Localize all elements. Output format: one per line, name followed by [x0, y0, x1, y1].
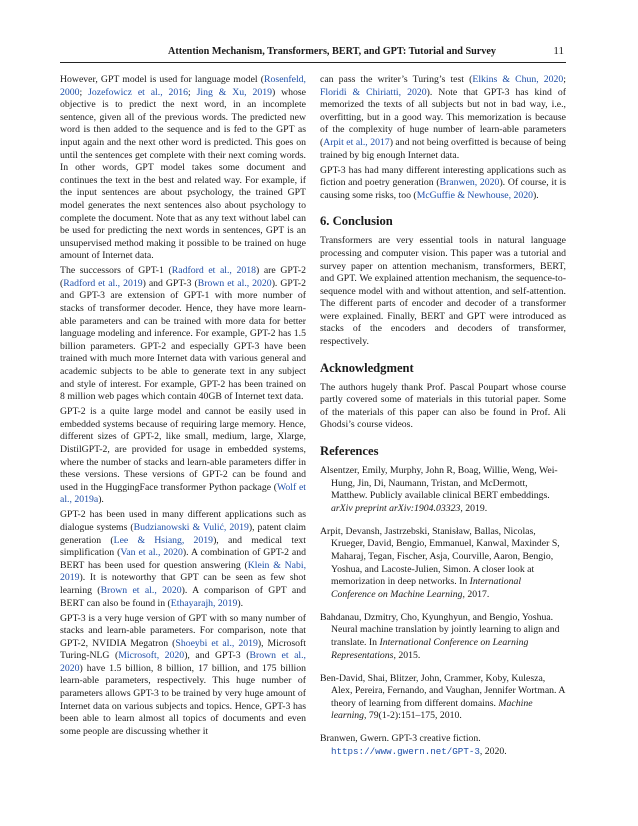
paragraph-gpt-successors: The successors of GPT-1 (Radford et al., 2018) are GPT-2 (Radford et al., 2019) and GPT-3 (Brown et al., 2020). GPT-2 and GPT-3 are extension of GPT-1 with more number of stacks of transformer decoder. Hence, they have more learn-able parameters and can be trained with more data for better language modeling and inference. For example, GPT-2 has 1.5 billion parameters. GPT-2 and especially GPT-3 have been trained with much more Internet data with various general and academic subjects to be able to generate text in any subject and style of interest. For example, GPT-2 has been trained on 8 million web pages which contain 40GB of Internet text data. — [60, 265, 306, 403]
citation-link[interactable]: Budzianowski & Vulić, 2019 — [133, 521, 249, 533]
page-number: 11 — [553, 45, 564, 57]
paragraph-gpt2-applications: GPT-2 has been used in many different applications such as dialogue systems (Budzianowski & Vulić, 2019), patent claim generation (Lee & Hsiang, 2019), and medical text simplification (Van et al., 2020). A combination of GPT-2 and BERT has been used for question answering (Klein & Nabi, 2019). It is noteworthy that GPT can be seen as few shot learning (Brown et al., 2020). A comparison of GPT and BERT can also be found in (Ethayarajh, 2019). — [60, 509, 307, 609]
citation-link[interactable]: Radford et al., 2019 — [63, 277, 143, 289]
citation-link[interactable]: Jing & Xu, 2019 — [196, 86, 272, 98]
citation-link[interactable]: McGuffie & Newhouse, 2020 — [416, 189, 533, 201]
citation-link[interactable]: Brown et al., 2020 — [60, 650, 306, 674]
citation-link[interactable]: Ethayarajh, 2019 — [170, 597, 238, 609]
conclusion-heading: 6. Conclusion — [320, 214, 393, 229]
citation-link[interactable]: Klein & Nabi, 2019 — [60, 559, 307, 584]
citation-link[interactable]: Lee & Hsiang, 2019 — [113, 534, 214, 546]
reference-entry: Alsentzer, Emily, Murphy, John R, Boag, Willie, Weng, Wei-Hung, Jin, Di, Naumann, Tristan, and McDermott, Matthew. Publicly available clinical BERT embeddings. arXiv preprint arXiv:1904.03323, 2019. — [320, 465, 558, 514]
reference-entry: Arpit, Devansh, Jastrzebski, Stanisław, Ballas, Nicolas, Krueger, David, Bengio, Emmanuel, Kanwal, Maxinder S, Maharaj, Tegan, Fischer, Asja, Courville, Aaron, Bengio, Yoshua, and Lacoste-Julien, Simon. A closer look at memorization in deep networks. In International Conference on Machine Learning, 2017. — [320, 525, 560, 600]
reference-entry: Ben-David, Shai, Blitzer, John, Crammer, Koby, Kulesza, Alex, Pereira, Fernando, and Vaughan, Jennifer Wortman. A theory of learning from different domains. Machine learning, 79(1-2):151–175, 2010. — [320, 672, 565, 722]
left-column — [60, 74, 306, 741]
paragraph-gpt3-size: GPT-3 is a very huge version of GPT with so many number of stacks and learn-able parameters. For comparison, note that GPT-2, NVIDIA Megatron (Shoeybi et al., 2019), Microsoft Turing-NLG (Microsoft, 2020), and GPT-3 (Brown et al., 2020) have 1.5 billion, 8 billion, 17 billion, and 175 billion learn-able parameters, respectively. This huge number of parameters allows GPT-3 to be trained by very huge amount of Internet data on various subjects and topics. Hence, GPT-3 has been able to learn almost all topics of documents and even some people are discussing whether it — [60, 612, 306, 737]
citation-link[interactable]: Microsoft, 2020 — [118, 650, 185, 662]
citation-link[interactable]: Branwen, 2020 — [439, 177, 500, 189]
paragraph-gpt3-applications: GPT-3 has had many different interesting applications such as fiction and poetry generation (Branwen, 2020). Of course, it is causing some risks, too (McGuffie & Newhouse, 2020). — [320, 164, 566, 201]
reference-entry: Branwen, Gwern. GPT-3 creative fiction. https://www.gwern.net/GPT-3, 2020. — [320, 733, 507, 757]
citation-link[interactable]: Rosenfeld, 2000 — [60, 74, 306, 98]
paragraph-gpt2-sizes: GPT-2 is a quite large model and cannot be easily used in embedded systems because of requiring large memory. Hence, different sizes of GPT-2, like small, medium, large, Xlarge, DistilGPT-2, are provided for usage in embedded systems, where the number of stacks and learn-able parameters differ in these versions. These versions of GPT-2 can be found and used in the HuggingFace transformer Python package (Wolf et al., 2019a). — [60, 406, 306, 506]
citation-link[interactable]: Radford et al., 2018 — [171, 265, 256, 277]
citation-link[interactable]: Shoeybi et al., 2019 — [175, 637, 258, 649]
citation-link[interactable]: Elkins & Chun, 2020 — [472, 74, 564, 85]
reference-url-link[interactable]: https://www.gwern.net/GPT-3 — [331, 745, 480, 757]
acknowledgment-heading: Acknowledgment — [320, 360, 414, 375]
conclusion-paragraph: Transformers are very essential tools in natural language processing and computer vision. This paper was a tutorial and survey paper on attention mechanism, transformers, BERT, and GPT. We explained attention mechanism, the sequence-to-sequence model with and without attention, and self-attention. The different parts of encoder and decoder of a transformer were explained. Finally, BERT and GPT were introduced as stacks of the encoders and decoders of transformer, respectively. — [320, 235, 566, 348]
running-title: Attention Mechanism, Transformers, BERT, and GPT: Tutorial and Survey — [168, 46, 497, 57]
paragraph-gpt3-turing: can pass the writer’s Turing’s test (Elkins & Chun, 2020; Floridi & Chiriatti, 2020). Note that GPT-3 has kind of memorized the texts of all subjects but not in bad way, i.e., overfitting, but in a good way. This memorization is because of the complexity of huge number of learn-able parameters (Arpit et al., 2017) and not being overfitted is because of being trained by big enough Internet data. — [320, 74, 566, 161]
citation-link[interactable]: Wolf et al., 2019a — [60, 481, 306, 506]
citation-link[interactable]: Brown et al., 2020 — [197, 277, 272, 289]
acknowledgment-paragraph: The authors hugely thank Prof. Pascal Poupart whose course partly covered some of materials in this tutorial paper. Some of the materials of this paper can also be found in Prof. Ali Ghodsi’s course videos. — [320, 381, 566, 431]
citation-link[interactable]: Van et al., 2020 — [120, 547, 183, 559]
citation-link[interactable]: Arpit et al., 2017 — [323, 136, 390, 148]
references-heading: References — [320, 444, 379, 459]
right-column — [320, 74, 566, 769]
paragraph-gpt-language-model: However, GPT model is used for language model (Rosenfeld, 2000; Jozefowicz et al., 2016; Jing & Xu, 2019) whose objective is to predict the next word, in an incomplete sentence, given all of the previous words. The predicted new word is then added to the sequence and is fed to the GPT as input again and the next other word is predicted. This goes on until the sentences get complete with their next coming words. In other words, GPT model takes some document and continues the text in the best and related way. For example, if the input sentences are about psychology, the trained GPT model generates the next sentences also about psychology to complete the document. Note that as any text without label can be used for predicting the next words in sentences, GPT is an unsupervised method making it possible to be trained on huge amount of Internet data. — [60, 74, 306, 262]
running-header — [60, 44, 566, 63]
citation-link[interactable]: Brown et al., 2020 — [100, 584, 182, 596]
reference-entry: Bahdanau, Dzmitry, Cho, Kyunghyun, and Bengio, Yoshua. Neural machine translation by jointly learning to align and translate. In International Conference on Learning Representations, 2015. — [320, 611, 560, 661]
citation-link[interactable]: Floridi & Chiriatti, 2020 — [320, 86, 427, 98]
citation-link[interactable]: Jozefowicz et al., 2016 — [88, 86, 189, 98]
